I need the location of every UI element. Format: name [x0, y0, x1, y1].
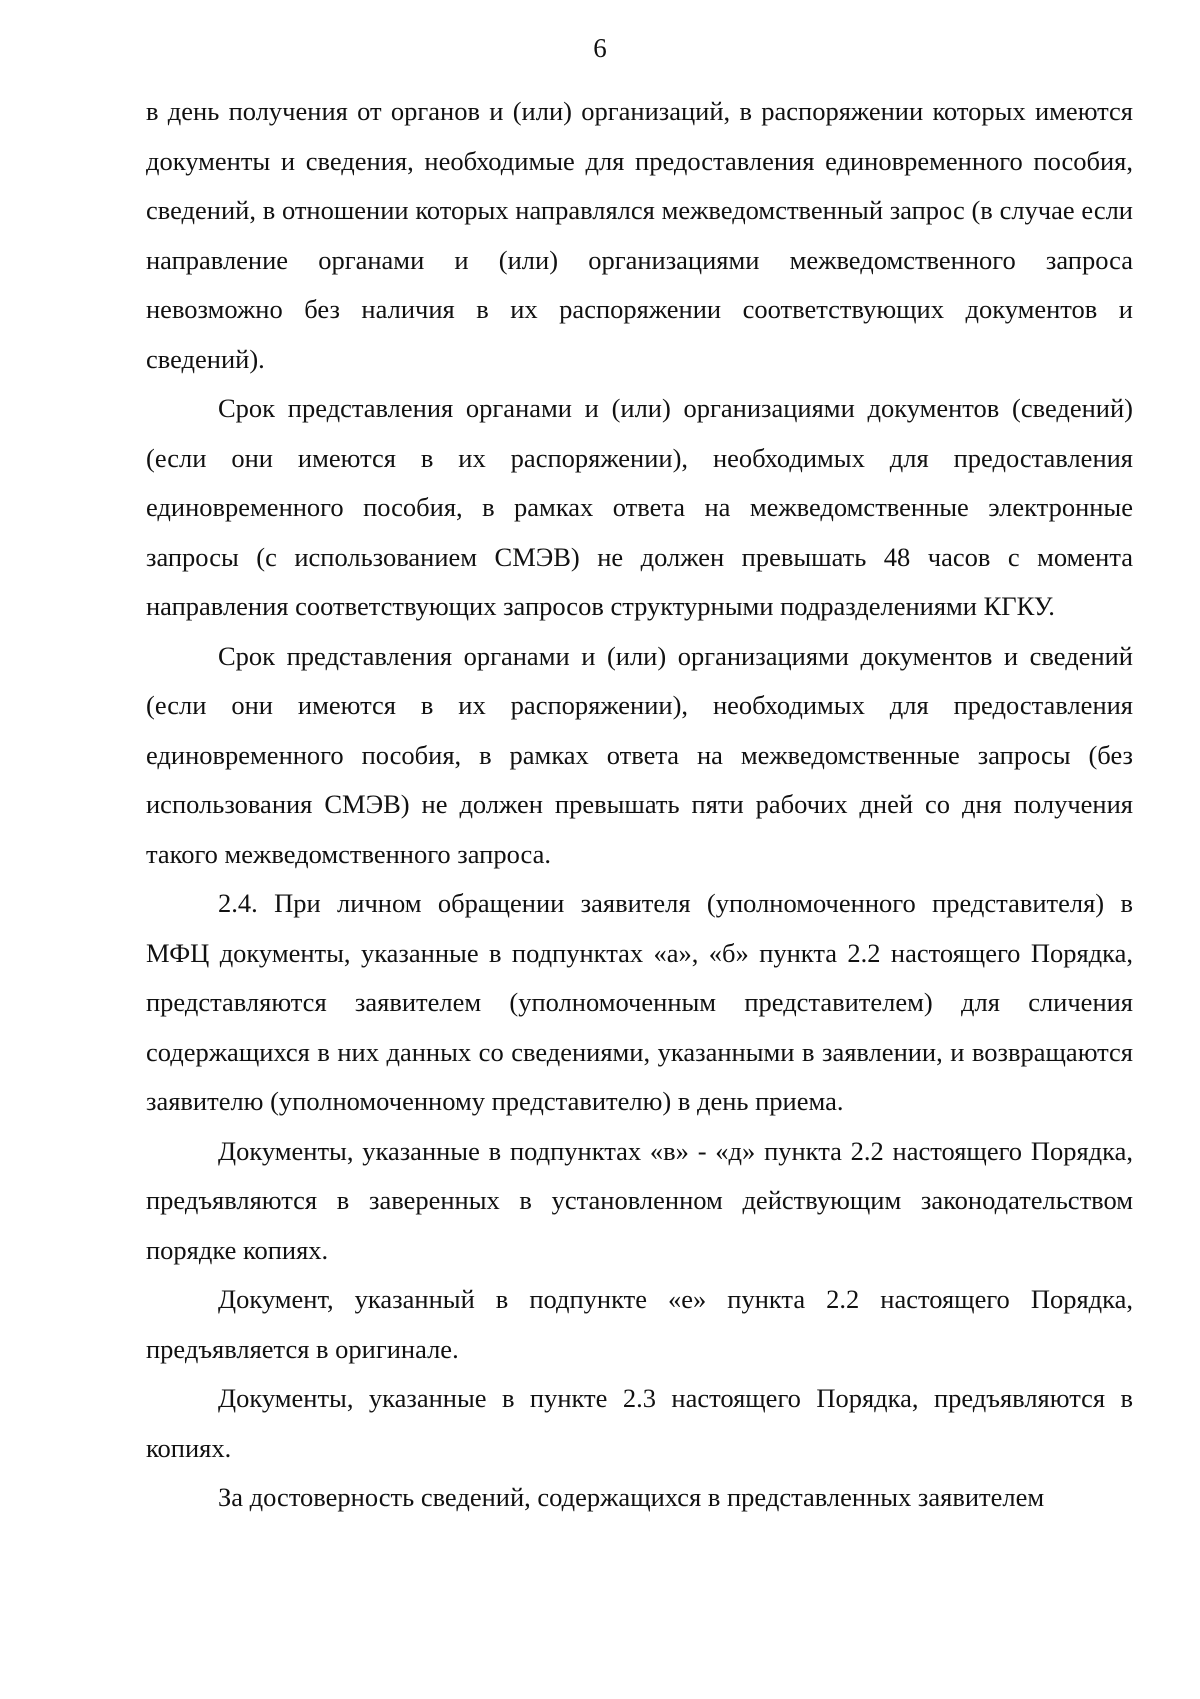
paragraph-copies: Документы, указанные в пункте 2.3 настоящего Порядка, предъявляются в копиях.	[146, 1383, 1133, 1463]
document-body	[146, 87, 1133, 1523]
paragraph-non-electronic-requests-deadline: Срок представления органами и (или) организациями документов и сведений (если они имеются в их распоряжении), необходимых для предоставления единовременного пособия, в рамках ответа на межведомственные запросы (без использования СМЭВ) не должен превышать пяти рабочих дней со дня получения такого межведомственного запроса.	[146, 640, 1133, 869]
page-number: 6	[593, 33, 607, 63]
paragraph-section-2-4: 2.4. При личном обращении заявителя (уполномоченного представителя) в МФЦ документы, указанные в подпунктах «а», «б» пункта 2.2 настоящего Порядка, представляются заявителем (уполномоченным представителем) для сличения содержащихся в них данных со сведениями, указанными в заявлении, и возвращаются заявителю (уполномоченному представителю) в день приема.	[146, 888, 1133, 1116]
paragraph-certified-copies: Документы, указанные в подпунктах «в» - «д» пункта 2.2 настоящего Порядка, предъявляются в заверенных в установленном действующим законодательством порядке копиях.	[146, 1135, 1133, 1265]
paragraph-reliability: За достоверность сведений, содержащихся в представленных заявителем	[218, 1482, 1045, 1512]
paragraph-electronic-requests-deadline: Срок представления органами и (или) организациями документов (сведений) (если они имеются в их распоряжении), необходимых для предоставления единовременного пособия, в рамках ответа на межведомственные электронные запросы (с использованием СМЭВ) не должен превышать 48 часов с момента направления соответствующих запросов структурными подразделениями КГКУ.	[146, 393, 1133, 621]
paragraph-continuation: в день получения от органов и (или) организаций, в распоряжении которых имеются документы и сведения, необходимые для предоставления единовременного пособия, сведений, в отношении которых направлялся межведомственный запрос (в случае если направление органами и (или) организациями межведомственного запроса невозможно без наличия в их распоряжении соответствующих документов и сведений).	[146, 96, 1133, 374]
paragraph-original-document: Документ, указанный в подпункте «е» пункта 2.2 настоящего Порядка, предъявляется в оригинале.	[146, 1284, 1133, 1364]
